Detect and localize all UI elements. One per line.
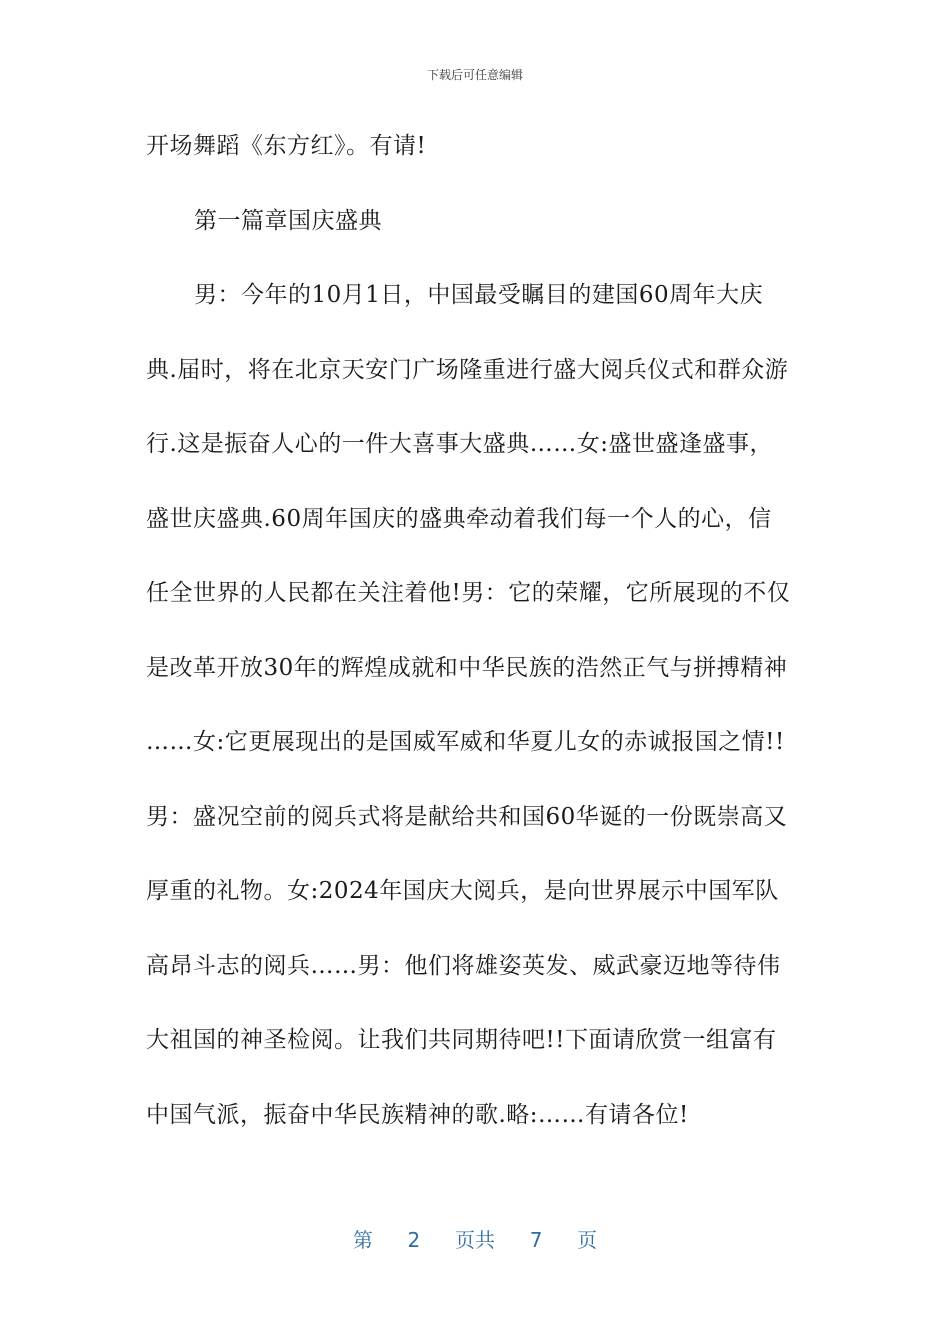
text-line: 是改革开放30年的辉煌成就和中华民族的浩然正气与拼搏精神 (146, 654, 788, 681)
text-line: ……女:它更展现出的是国威军威和华夏儿女的赤诚报国之情!! (146, 729, 785, 755)
text-line: 男：盛况空前的阅兵式将是献给共和国60华诞的一份既崇高又 (146, 803, 788, 830)
text-line: 大祖国的神圣检阅。让我们共同期待吧!!下面请欣赏一组富有 (146, 1027, 777, 1053)
text-line: 中国气派，振奋中华民族精神的歌.略:……有请各位! (146, 1101, 689, 1128)
total-page-number: 7 (529, 1228, 543, 1252)
current-page-number: 2 (407, 1228, 421, 1252)
page-footer (0, 1224, 950, 1253)
footer-prefix: 第 (352, 1228, 373, 1252)
document-body (146, 120, 806, 1163)
text-line: 开场舞蹈《东方红》。有请! (146, 133, 427, 159)
text-line: 任全世界的人民都在关注着他!男：它的荣耀，它所展现的不仅 (146, 580, 791, 606)
text-line: 高昂斗志的阅兵……男：他们将雄姿英发、威武豪迈地等待伟 (146, 952, 781, 979)
text-line: 行.这是振奋人心的一件大喜事大盛典……女:盛世盛逢盛事， (146, 431, 774, 457)
footer-suffix: 页 (577, 1228, 598, 1252)
text-line: 盛世庆盛典.60周年国庆的盛典牵动着我们每一个人的心，信 (146, 505, 772, 532)
text-line: 典.届时，将在北京天安门广场隆重进行盛大阅兵仪式和群众游 (146, 356, 789, 383)
page-header: 下载后可任意编辑 (426, 68, 523, 82)
section-heading: 第一篇章国庆盛典 (194, 207, 382, 234)
text-line: 厚重的礼物。女:2024年国庆大阅兵，是向世界展示中国军队 (146, 878, 779, 904)
footer-middle: 页共 (455, 1228, 495, 1252)
text-line: 男：今年的10月1日，中国最受瞩目的建国60周年大庆 (194, 282, 764, 308)
